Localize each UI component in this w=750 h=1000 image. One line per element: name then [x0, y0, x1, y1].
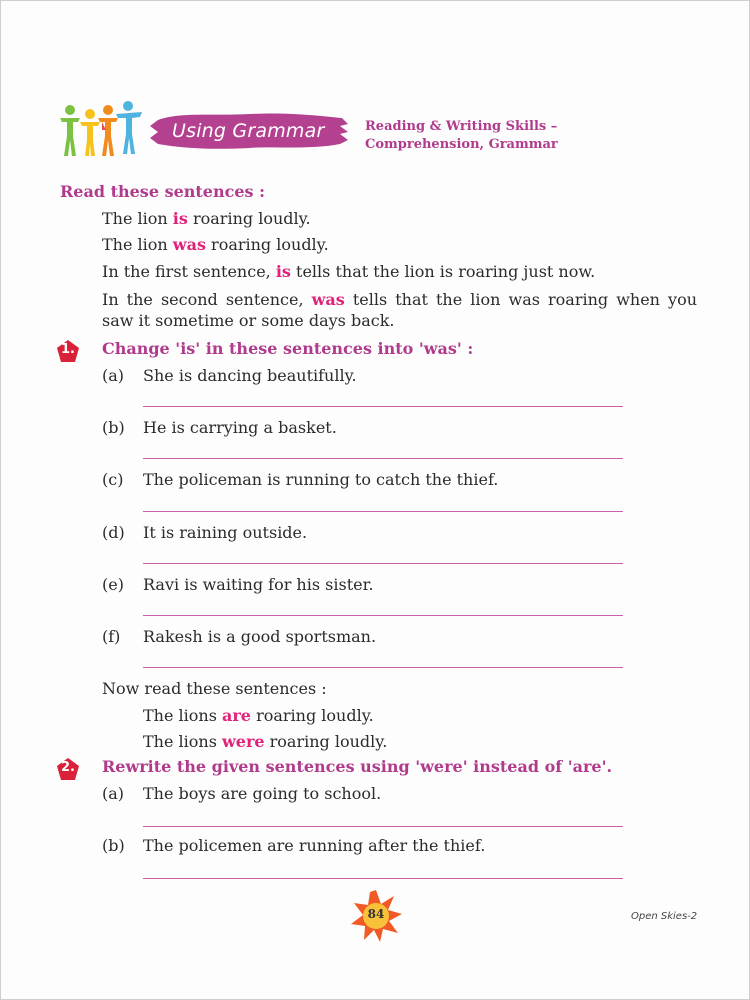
ex2-item-b-text: The policemen are running after the thief.	[143, 836, 486, 855]
exercise-2-instruction: Rewrite the given sentences using 'were' instead of 'are'.	[102, 757, 613, 776]
intro-sentence-3: In the first sentence, is tells that the lion is roaring just now.	[102, 262, 596, 281]
ex2-item-a-label: (a)	[102, 784, 125, 803]
skills-line-2: Comprehension, Grammar	[365, 137, 558, 152]
ex1-item-c-answer-line[interactable]	[143, 511, 623, 512]
skills-subtitle	[365, 118, 558, 154]
ex1-item-b-label: (b)	[102, 418, 125, 437]
now-read-intro: Now read these sentences :	[102, 679, 327, 698]
ex2-item-b-label: (b)	[102, 836, 125, 855]
ex1-item-c-label: (c)	[102, 470, 124, 489]
ex1-item-a-answer-line[interactable]	[143, 406, 623, 407]
ex2-item-a-text: The boys are going to school.	[143, 784, 382, 803]
ex1-item-e-text: Ravi is waiting for his sister.	[143, 575, 374, 594]
read-heading: Read these sentences :	[60, 182, 265, 201]
children-holding-hands-icon	[58, 100, 150, 160]
page-number: 84	[367, 907, 385, 921]
second-sentence-1: The lions are roaring loudly.	[143, 706, 374, 725]
ex1-item-f-text: Rakesh is a good sportsman.	[143, 627, 377, 646]
exercise-1-number-badge	[56, 339, 80, 363]
exercise-2-number-badge	[56, 757, 80, 781]
ex1-item-b-text: He is carrying a basket.	[143, 418, 337, 437]
skills-line-1: Reading & Writing Skills –	[365, 119, 558, 134]
ex1-item-e-answer-line[interactable]	[143, 615, 623, 616]
page-header	[58, 100, 618, 160]
intro-sentence-4: In the second sentence, was tells that the lion was roaring when you saw it sometime or some days back.	[102, 290, 698, 330]
second-sentence-2: The lions were roaring loudly.	[143, 732, 388, 751]
ex2-item-b-answer-line[interactable]	[143, 878, 623, 879]
intro-sentence-1: The lion is roaring loudly.	[102, 209, 311, 228]
ex1-item-d-text: It is raining outside.	[143, 523, 308, 542]
page-number-badge	[348, 888, 404, 944]
ex1-item-f-answer-line[interactable]	[143, 667, 623, 668]
ex1-item-c-text: The policeman is running to catch the thief.	[143, 470, 499, 489]
book-title: Open Skies-2	[631, 911, 698, 922]
ex2-item-a-answer-line[interactable]	[143, 826, 623, 827]
exercise-1-number: 1.	[61, 342, 75, 357]
exercise-1-instruction: Change 'is' in these sentences into 'was' :	[102, 339, 474, 358]
ex1-item-d-label: (d)	[102, 523, 125, 542]
ex1-item-a-label: (a)	[102, 366, 125, 385]
section-title: Using Grammar	[172, 120, 325, 142]
ex1-item-b-answer-line[interactable]	[143, 458, 623, 459]
ex1-item-a-text: She is dancing beautifully.	[143, 366, 357, 385]
ex1-item-d-answer-line[interactable]	[143, 563, 623, 564]
exercise-2-number: 2.	[61, 760, 75, 775]
intro-sentence-2: The lion was roaring loudly.	[102, 235, 329, 254]
ex1-item-f-label: (f)	[102, 627, 121, 646]
ex1-item-e-label: (e)	[102, 575, 124, 594]
